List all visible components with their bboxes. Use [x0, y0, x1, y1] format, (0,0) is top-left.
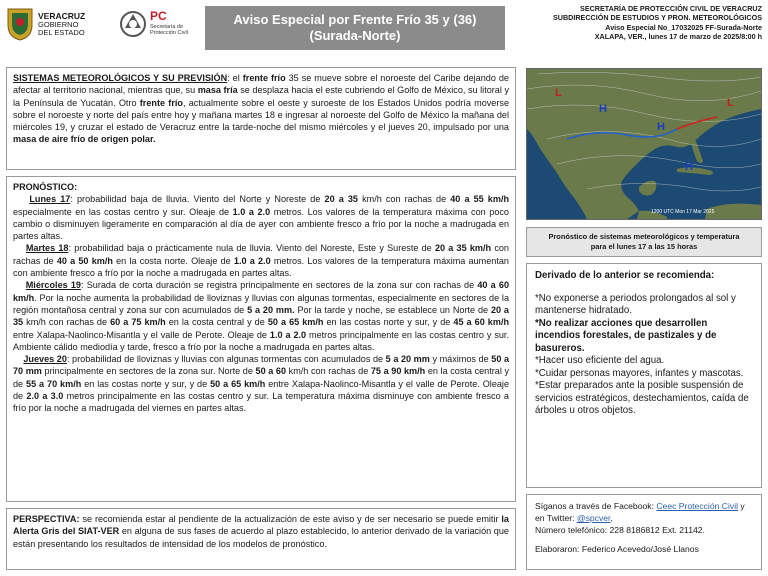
forecast-text: especialmente en las costas centro y sur. Oleaje de	[13, 206, 233, 217]
forecast-heading: PRONÓSTICO:	[13, 182, 78, 192]
forecast-text: km/h con rachas de	[286, 366, 371, 377]
agency-line3: Aviso Especial No_17032025 FF-Surada-Norte	[605, 22, 762, 32]
recommend-heading: Derivado de lo anterior se recomienda:	[535, 270, 715, 281]
recommend-item: *No realizar acciones que desarrollen incendios forestales, de pastizales y de basureros.	[535, 317, 717, 354]
forecast-text: en las costas norte y sur, y de	[81, 378, 211, 389]
forecast-bold: 45 a 60 km/h	[453, 317, 510, 328]
recommend-item: *Estar preparados ante la posible suspensión de servicios estratégicos, destechamientos, caída de árboles u otros objetos.	[535, 380, 749, 416]
perspective-section	[6, 508, 516, 570]
veracruz-shield-icon	[6, 7, 34, 41]
forecast-bold: 50 a 65 km/h	[210, 378, 266, 389]
forecast-text: en la costa norte. Oleaje de	[112, 255, 234, 266]
forecast-text: Por la tarde y noche, se establece un Norte de	[294, 304, 491, 315]
forecast-bold: 50 a 70 mm	[13, 354, 510, 377]
forecast-martes	[13, 242, 509, 279]
agency-block	[512, 4, 762, 41]
systems-text: : el	[227, 73, 243, 83]
systems-text: se desplaza hacia el este cubriendo el Golfo de México, su litoral y la Península de Yucatán. Otro	[13, 85, 509, 108]
forecast-text: en las costas norte y sur, y de	[323, 317, 454, 328]
veracruz-logo-line3: DEL ESTADO	[38, 28, 85, 37]
forecast-bold: 1.0 a 2.0	[232, 206, 271, 217]
systems-heading: SISTEMAS METEOROLÓGICOS Y SU PREVISIÓN	[13, 73, 228, 83]
pressure-high-label: H	[685, 161, 693, 173]
forecast-bold: 20 a 35	[324, 194, 358, 205]
forecast-text: : Surada de corta duración se registra principalmente en sectores de la zona sur con rachas de	[81, 280, 478, 291]
recommendations-section	[526, 263, 762, 488]
pc-line1: Secretaría de	[150, 24, 184, 30]
forecast-bold: 1.0 a 2.0	[233, 255, 271, 266]
forecast-text: con rachas de	[13, 243, 509, 266]
forecast-bold: 1.0 a 2.0	[269, 329, 307, 340]
systems-bold: frente frío	[242, 73, 286, 83]
forecast-text: entre Xalapa-Naolinco-Misantla y el valle de Perote. Oleaje de	[13, 329, 270, 340]
agency-line2: SUBDIRECCIÓN DE ESTUDIOS Y PRON. METEOROLÓGICOS	[553, 13, 762, 23]
perspective-text: en alguna de sus fases de acuerdo al plazo establecido, lo anterior derivado de la variación que están presentando los resultados de intensidad de los modelos de pronóstico.	[13, 526, 509, 549]
pc-abbr: PC	[150, 9, 167, 23]
forecast-text: : probabilidad baja o prácticamente nula de lluvia. Viento del Noreste, Este y Sureste de	[68, 243, 435, 254]
map-caption-line2: para el lunes 17 a las 15 horas	[590, 242, 698, 251]
forecast-text: metros principalmente en las costas centro y sur. La temperatura máxima disminuye con ambiente fresco a frío por la noche a madrugada del viernes en partes altas.	[13, 391, 509, 414]
pressure-low-label: L	[727, 97, 734, 109]
forecast-map	[526, 68, 762, 220]
day-jueves: Jueves 20	[23, 354, 67, 365]
perspective-bold: la Alerta Gris del SIAT-VER	[13, 514, 509, 537]
forecast-text: en la costa central y de	[165, 317, 268, 328]
pressure-high-label: H	[599, 103, 607, 115]
forecast-text: entre Xalapa-Naolinco-Misantla y el valle de Perote. Oleaje de	[13, 378, 510, 402]
pc-line2: Protección Civil	[150, 30, 188, 36]
forecast-text: : probabilidad de lloviznas y lluvias con algunas tormentas con acumulados de	[66, 354, 386, 365]
systems-bold: frente frío	[139, 97, 183, 108]
twitter-suffix: ,	[610, 513, 613, 523]
forecast-bold: 50 a 65 km/h	[267, 317, 324, 328]
veracruz-logo-line2: GOBIERNO	[38, 20, 79, 29]
recommend-item: *Hacer uso eficiente del agua.	[535, 355, 665, 366]
facebook-prefix: Síganos a través de Facebook:	[535, 501, 657, 511]
forecast-text: km/h con rachas de	[358, 194, 451, 205]
forecast-bold: 40 a 50 km/h	[56, 255, 113, 266]
forecast-section	[6, 176, 516, 502]
agency-line4: XALAPA, VER., lunes 17 de marzo de 2025/8:00 h	[594, 31, 762, 41]
forecast-bold: 20 a 35	[13, 304, 509, 328]
forecast-bold: 50 a 60	[255, 366, 287, 377]
systems-bold: masa fría	[197, 85, 238, 96]
agency-line1: SECRETARÍA DE PROTECCIÓN CIVIL DE VERACRUZ	[580, 4, 762, 13]
map-caption	[526, 227, 762, 257]
systems-section	[6, 67, 516, 170]
forecast-text: principalmente en sectores de la zona sur. Norte de	[41, 366, 256, 377]
pressure-low-label: L	[555, 87, 562, 99]
authors: Elaboraron: Federico Acevedo/José Llanos	[535, 544, 699, 554]
forecast-bold: 5 a 20 mm	[385, 354, 430, 365]
day-lunes: Lunes 17	[29, 194, 71, 205]
day-miercoles: Miércoles 19	[25, 280, 81, 291]
systems-text: 35 se mueve sobre el noroeste del Caribe dejando de afectar al territorio nacional, mientras que, su	[13, 73, 509, 96]
forecast-bold: 5 a 20 mm.	[247, 304, 295, 315]
forecast-text: y máximos de	[429, 354, 492, 365]
pressure-high-label: H	[657, 121, 665, 133]
forecast-bold: 55 a 70 km/h	[26, 378, 82, 389]
title-line1: Aviso Especial por Frente Frío 35 y (36)	[233, 12, 477, 27]
systems-text: , actualmente sobre el oeste y suroeste de los Estados Unidos podría moverse sobre el noroeste y norte del país entre hoy y mañana martes 18 e ingresar al noroeste del Golfo de México la mañana del miércoles 19, y cruzar el estado de Veracruz entre la tarde-noche del mismo miércoles y el jueves 20, impulsado por una	[13, 97, 509, 133]
forecast-text: : probabilidad baja de lluvia. Viento del Norte y Noreste de	[70, 194, 325, 205]
facebook-link[interactable]: Ceec Protección Civil	[656, 501, 739, 511]
map-graphic	[527, 69, 761, 219]
forecast-lunes	[13, 193, 509, 242]
forecast-bold: 60 a 75 km/h	[110, 317, 166, 328]
map-caption-line1: Pronóstico de sistemas meteorológicos y temperatura	[548, 232, 740, 241]
forecast-text: en la costa central y de	[13, 366, 510, 389]
forecast-text: metros. Los valores de la temperatura máxima con poco cambio o disminuyen ligeramente en comparación al día de ayer con ambiente fresco a frío por la noche a madrugada en partes altas.	[13, 206, 509, 242]
forecast-text: km/h con rachas de	[23, 317, 111, 328]
forecast-miercoles	[13, 279, 509, 353]
title-banner	[205, 6, 505, 50]
forecast-bold: 40 a 60 km/h	[13, 280, 510, 303]
recommend-item: *Cuidar personas mayores, infantes y mascotas.	[535, 367, 744, 379]
title-line2: (Surada-Norte)	[309, 28, 401, 43]
map-timestamp: 1200 UTC Mon 17 Mar 2025	[651, 209, 715, 215]
twitter-link[interactable]: @spcver	[576, 513, 611, 523]
contact-section	[526, 494, 762, 570]
phone-number: Número telefónico: 228 8186812 Ext. 21142.	[535, 525, 705, 535]
forecast-bold: 2.0 a 3.0	[26, 391, 64, 402]
perspective-heading: PERSPECTIVA:	[13, 514, 80, 524]
forecast-text: metros. Los valores de la temperatura máxima aumentan con ambiente fresco a frío por la noche a madrugada en partes altas.	[13, 255, 509, 279]
veracruz-logo-line1: VERACRUZ	[38, 11, 86, 21]
pc-emblem-icon	[120, 9, 146, 39]
systems-bold: masa de aire frío de origen polar.	[13, 134, 156, 145]
forecast-bold: 75 a 90 km/h	[370, 366, 426, 377]
recommend-item: *No exponerse a periodos prolongados al sol y mantenerse hidratado.	[535, 292, 736, 316]
forecast-bold: 40 a 55 km/h	[450, 194, 510, 205]
forecast-bold: 20 a 35 km/h	[434, 243, 492, 254]
forecast-text: . Por la noche aumenta la probabilidad de lloviznas y lluvias con algunas tormentas, especialmente en sectores de la región montañosa central y zona sur con acumulados de	[13, 292, 509, 315]
veracruz-logo	[6, 7, 98, 43]
forecast-jueves	[13, 353, 509, 414]
perspective-text: se recomienda estar al pendiente de la actualización de este aviso y de ser necesario se puede emitir	[79, 514, 502, 524]
forecast-text: metros principalmente en las costas centro y sur. Ambiente cálido mediodía y tarde, fresco a frío por la noche a madrugada en partes altas.	[13, 329, 509, 352]
twitter-prefix: y en Twitter:	[535, 501, 745, 523]
pc-logo	[120, 7, 200, 43]
day-martes: Martes 18	[25, 243, 69, 254]
